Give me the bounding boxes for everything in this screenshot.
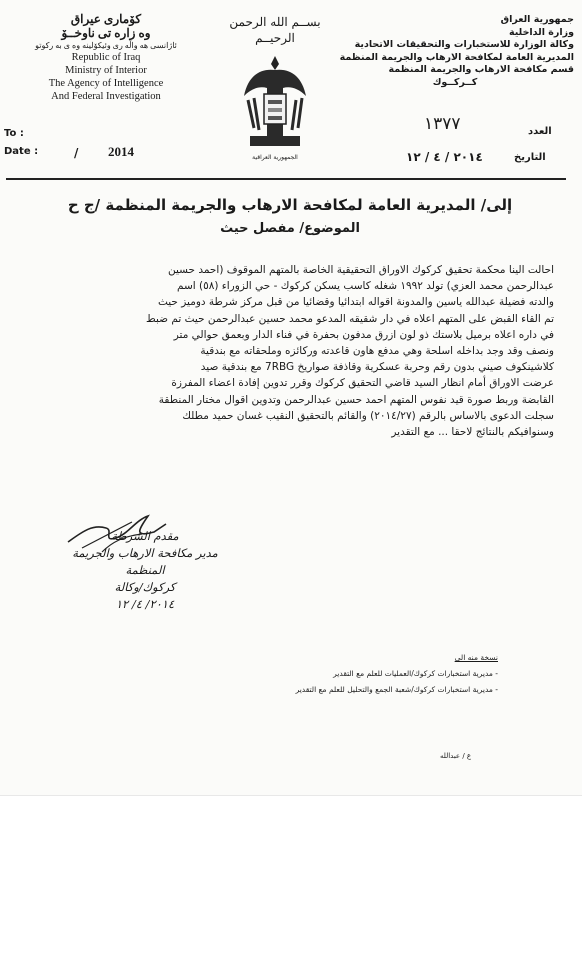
arabic-header-line-3: وكالة الوزارة للاستخبارات والتحقيقات الاتحادية [354, 39, 574, 50]
body-line: تم القاء القبض على المتهم اعلاه في دار شقيقه المدعو محمد حسين عبدالرحمن حيث تم ضبط [145, 312, 554, 325]
body-line: وسنوافيكم بالنتائج لاحقا ... مع التقدير [391, 426, 554, 439]
header-divider [6, 178, 566, 180]
number-label: العدد [528, 126, 552, 137]
arabic-header-line-1: جمهورية العراق [500, 14, 574, 25]
basmala: بســم الله الرحمن الرحيــم [229, 15, 321, 45]
letter-body [22, 262, 554, 440]
signature-line-2: مدير مكافحة الارهاب والجريمة المنظمة [72, 546, 218, 577]
iraq-eagle-emblem-icon [240, 50, 310, 150]
body-line: عرضت الاوراق أمام انظار السيد قاضي التحقيق كركوك وقرر تدوين إفادة اعضاء المفرزة [171, 377, 554, 390]
date-value-ar: ٢٠١٤ / ٤ / ١٢ [406, 150, 483, 164]
recipient-line: إلى/ المديرية العامة لمكافحة الارهاب والجريمة المنظمة /ج ح [67, 196, 513, 214]
year-en: 2014 [108, 144, 134, 159]
body-line: كلاشينكوف صيني بدون رقم وحربة عسكرية وقاذفة صواريخ 7RBG مع بندقية صيد [200, 361, 554, 374]
letterhead-center [220, 14, 330, 164]
signature-block [60, 528, 230, 613]
body-line: احالت الينا محكمة تحقيق كركوك الاوراق التحقيقية الخاصة بالمتهم الموقوف (احمد حسين [167, 264, 554, 276]
signature-line-4: ٢٠١٤/ ٤/ ١٢ [115, 597, 175, 611]
emblem-caption: الجمهورية العراقية [252, 154, 298, 161]
arabic-header-line-2: وزارة الداخلية [509, 26, 574, 38]
signature-line-1: مقدم الشرطة [111, 529, 179, 543]
to-label: To : [4, 128, 24, 139]
typist-note: ع / عبدالله [440, 752, 472, 760]
number-value: ١٣٧٧ [424, 114, 461, 133]
body-line: القابضة وربط صورة قيد نفوس المتهم احمد حسين عبدالرحمن وتدوين اقوال مختار المنطقة [158, 393, 554, 406]
english-line-1: Republic of Iraq [71, 52, 141, 63]
page-bottom-edge [0, 795, 582, 796]
date-label: Date : [4, 146, 39, 157]
date-separator: / [74, 146, 79, 160]
date-label-ar: التاريخ [514, 152, 546, 163]
english-line-4: And Federal Investigation [51, 91, 161, 102]
letterhead-right [336, 14, 574, 89]
body-line: في داره اعلاه برميل بلاستك ذو لون ازرق مدفون بحفرة في فناء الدار وبعمق حوالي متر [173, 328, 554, 341]
body-line: سجلت الدعوى بالاساس بالرقم (٢٠١٤/٢٧) والقائم بالتحقيق النقيب غسان حميد مطلك [182, 409, 554, 422]
subject-line: الموضوع/ مفصل حيث [220, 221, 360, 236]
body-line: والدته فضيلة عبدالله ياسين والمدونة اقواله ابتدائيا وقضائيا من قبل مركز شرطة دوميز حيث [157, 296, 554, 309]
kurdish-line-1: كۆماری عیراق [70, 12, 142, 26]
arabic-header-line-4: المديرية العامة لمكافحة الارهاب والجريمة المنظمة [339, 51, 574, 63]
english-line-3: The Agency of Intelligence [48, 78, 164, 89]
kurdish-line-2: وه زاره تی ناوخــۆ [61, 26, 151, 40]
copy-item-1: - مديرية استخبارات كركوك/العمليات للعلم مع التقدير [333, 669, 498, 678]
body-line: ونصف وقد وجد بداخله اسلحة وهي مدفع هاون قاعدته وركائزه وملحقاته مع بندقية [200, 345, 554, 358]
copies-section [230, 650, 498, 698]
copies-heading: نسخة منه الى [454, 653, 498, 662]
signature-line-3: كركوك/وكالة [114, 580, 176, 594]
english-line-2: Ministry of Interior [65, 65, 147, 76]
arabic-header-line-6: كــركــوك [432, 76, 478, 88]
arabic-header-line-5: قسم مكافحة الارهاب والجريمة المنظمة [388, 64, 574, 75]
kurdish-small-line: ئاژانسی هه واڵه ری وئیکۆلینه وه ی به رکوتو [35, 41, 177, 50]
letterhead-left [6, 12, 206, 103]
copy-item-2: - مديرية استخبارات كركوك/شعبة الجمع والتحليل للعلم مع التقدير [295, 685, 498, 694]
letterhead [4, 6, 578, 184]
body-line: عبدالرحمن محمد العزي) تولد ١٩٩٢ شغله كاسب يسكن كركوك - حي الزوراء (٥٨) اسم [176, 280, 554, 293]
